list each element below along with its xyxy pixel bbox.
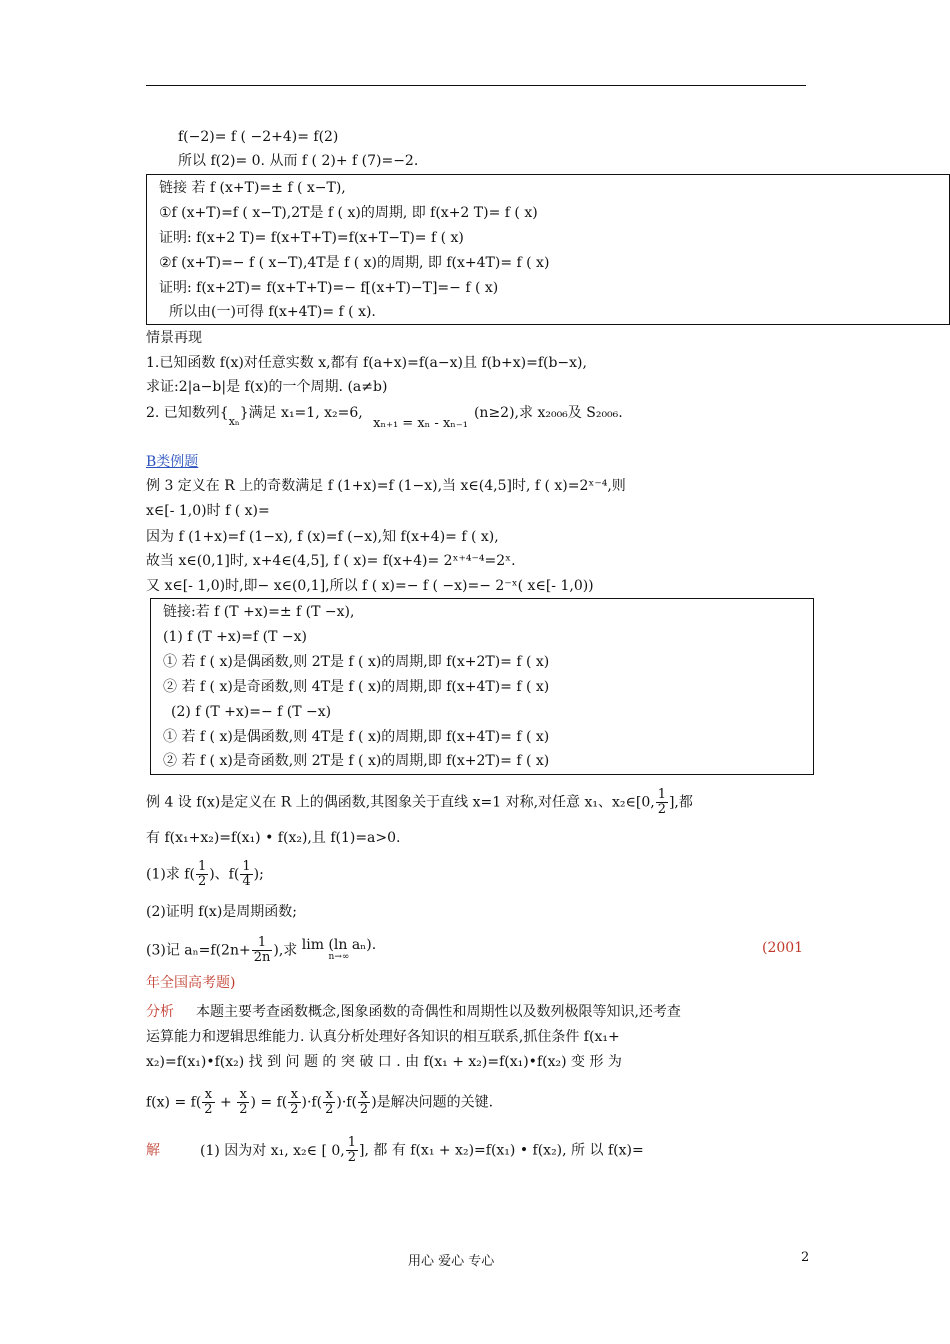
fraction: $\frac{1}{2}$: [657, 787, 666, 817]
box-line: ② 若 f ( x)是奇函数,则 4T是 f ( x)的周期,即 f(x+4T)= f ( x): [163, 679, 550, 695]
fraction: $\frac{1}{4}$: [242, 859, 251, 889]
example-3-line: 例 3 定义在 R 上的奇数满足 f (1+x)=f (1−x),当 x∈(4,5]时, f ( x)=2ˣ⁻⁴,则: [146, 478, 626, 494]
page-number: 2: [801, 1250, 810, 1265]
example-3-line: 因为 f (1+x)=f (1−x), f (x)=f (−x),知 f(x+4)= f ( x),: [146, 529, 499, 545]
analysis-line-4: f(x) = f( $\frac{x}{2}$ + $\frac{x}{2}$ ) = f( $\frac{x}{2}$ )·f( $\frac{x}{2}$ )·f( $\frac{x}{2}$ )是解决问题的关键.: [146, 1087, 494, 1117]
text-line: f(−2)= f ( −2+4)= f(2): [178, 129, 339, 145]
example-4-q2: (2)证明 f(x)是周期函数;: [146, 904, 297, 920]
example-4-q1: (1)求 f( $\frac{1}{2}$ )、f( $\frac{1}{4}$ );: [146, 859, 264, 889]
box-line: 证明: f(x+2 T)= f(x+T+T)=f(x+T−T)= f ( x): [159, 230, 464, 246]
problem-1-line-2: 求证:2|a−b|是 f(x)的一个周期. (a≠b): [146, 379, 388, 395]
box-line: 链接:若 f (T +x)=± f (T −x),: [163, 604, 355, 620]
example-4-q3: (3)记 aₙ=f(2n+ $\frac{1}{2n}$ ),求 lim (ln aₙ). n→∞: [146, 935, 377, 965]
box-line: ① 若 f ( x)是偶函数,则 2T是 f ( x)的周期,即 f(x+2T)= f ( x): [163, 654, 550, 670]
example-4-line-1: 例 4 设 f(x)是定义在 R 上的偶函数,其图象关于直线 x=1 对称,对任意 x₁、x₂∈[0, $\frac{1}{2}$ ],都: [146, 787, 693, 817]
link-box-2: [150, 598, 814, 775]
footer-center: 用心 爱心 专心: [408, 1254, 495, 1269]
analysis-line-3: x₂)=f(x₁)•f(x₂) 找 到 问 题 的 突 破 口 . 由 f(x₁ + x₂)=f(x₁)•f(x₂) 变 形 为: [146, 1054, 622, 1070]
link-box-1: [146, 174, 950, 325]
example-3-line: 故当 x∈(0,1]时, x+4∈(4,5], f ( x)= f(x+4)= 2ˣ⁺⁴⁻⁴=2ˣ.: [146, 553, 516, 569]
box-line: ① 若 f ( x)是偶函数,则 4T是 f ( x)的周期,即 f(x+4T)= f ( x): [163, 729, 550, 745]
example-4-line-2: 有 f(x₁+x₂)=f(x₁) • f(x₂),且 f(1)=a>0.: [146, 830, 401, 846]
fraction: $\frac{1}{2}$: [197, 859, 207, 889]
section-title-b: B类例题: [146, 454, 199, 470]
problem-1-line-1: 1.已知函数 f(x)对任意实数 x,都有 f(a+x)=f(a−x)且 f(b+x)=f(b−x),: [146, 355, 587, 371]
analysis-line-1: 分析 本题主要考查函数概念,图象函数的奇偶性和周期性以及数列极限等知识,还考查: [146, 1004, 681, 1020]
box-line: (2) f (T +x)=− f (T −x): [171, 704, 332, 720]
box-line: (1) f (T +x)=f (T −x): [163, 629, 307, 645]
source-note: (2001: [762, 940, 804, 956]
text-line: 所以 f(2)= 0. 从而 f ( 2)+ f (7)=−2.: [178, 153, 419, 169]
solution-line-1: 解 (1) 因为对 x₁, x₂∈ [ 0, $\frac{1}{2}$ ], 都 有 f(x₁ + x₂)=f(x₁) • f(x₂), 所 以 f(x)=: [146, 1135, 644, 1165]
example-3-line: 又 x∈[- 1,0)时,即− x∈(0,1],所以 f ( x)=− f ( −x)=− 2⁻ˣ( x∈[- 1,0)): [146, 578, 594, 594]
box-line: ①f (x+T)=f ( x−T),2T是 f ( x)的周期, 即 f(x+2 T)= f ( x): [159, 205, 538, 221]
box-line: ②f (x+T)=− f ( x−T),4T是 f ( x)的周期, 即 f(x+4T)= f ( x): [159, 255, 550, 271]
box-line: ② 若 f ( x)是奇函数,则 2T是 f ( x)的周期,即 f(x+2T)= f ( x): [163, 753, 550, 769]
analysis-line-2: 运算能力和逻辑思维能力. 认真分析处理好各知识的相互联系,抓住条件 f(x₁+: [146, 1029, 620, 1045]
fraction: $\frac{1}{2n}$: [253, 935, 271, 965]
example-3-line: x∈[- 1,0)时 f ( x)=: [146, 503, 270, 519]
box-line: 所以由(一)可得 f(x+4T)= f ( x).: [169, 304, 376, 320]
section-title-scene: 情景再现: [146, 330, 202, 346]
box-line: 证明: f(x+2T)= f(x+T+T)=− f[(x+T)−T]=− f ( x): [159, 280, 499, 296]
problem-2-line: 2. 已知数列$\{_{x_n}\}$满足 x₁=1, x₂=6, xₙ₊₁ = xₙ - xₙ₋₁(n≥2),求 x₂₀₀₆及 S₂₀₀₆.: [146, 405, 623, 431]
source-note: 年全国高考题): [146, 975, 236, 991]
header-rule: [146, 85, 806, 86]
box-line: 链接 若 f (x+T)=± f ( x−T),: [159, 180, 346, 196]
